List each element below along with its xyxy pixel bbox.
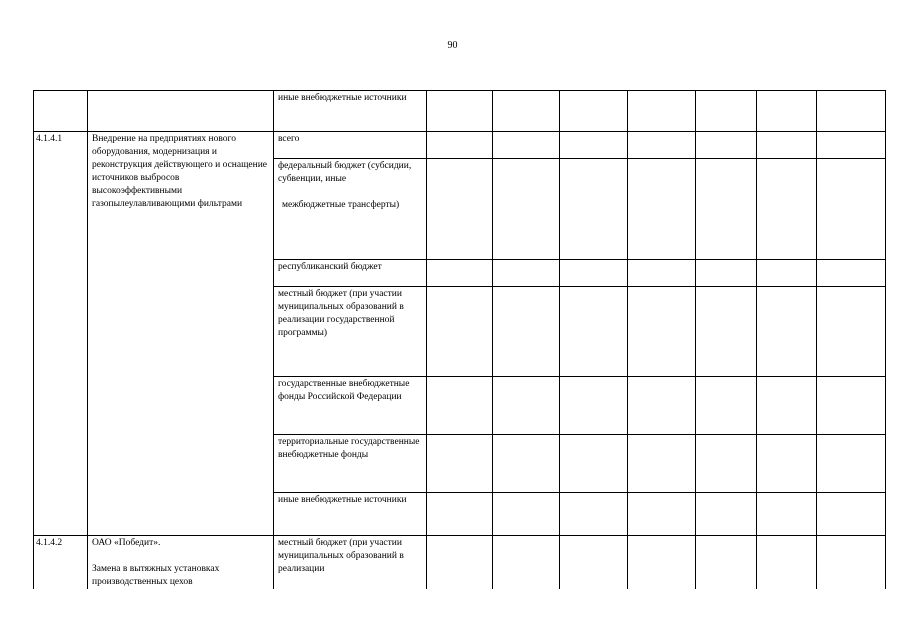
value-cell	[493, 132, 560, 159]
funding-source-cell: всего	[274, 132, 427, 159]
value-cell	[493, 91, 560, 132]
value-cell	[628, 377, 696, 435]
value-cell	[696, 435, 757, 493]
value-cell	[696, 91, 757, 132]
value-cell	[427, 260, 493, 287]
value-cell	[560, 260, 628, 287]
value-cell	[817, 287, 886, 377]
value-cell	[628, 287, 696, 377]
value-cell	[427, 435, 493, 493]
event-title-text: ОАО «Победит».	[92, 538, 161, 548]
page-number: 90	[447, 40, 458, 51]
value-cell	[628, 536, 696, 590]
value-cell	[757, 91, 817, 132]
value-cell	[493, 159, 560, 260]
table-row	[34, 536, 886, 590]
funding-source-text: межбюджетные трансферты)	[282, 200, 400, 210]
value-cell	[757, 377, 817, 435]
event-title-text: Замена в вытяжных установках производственных цехов	[92, 564, 220, 587]
value-cell	[628, 435, 696, 493]
value-cell	[757, 536, 817, 590]
row-number-cell: 4.1.4.1	[34, 132, 88, 536]
value-cell	[757, 493, 817, 536]
value-cell	[817, 159, 886, 260]
event-title-cell: Внедрение на предприятиях нового оборудования, модернизация и реконструкция действующего и оснащение источников выбросов высокоэффективными газопылеулавливающими фильтрами	[88, 132, 274, 536]
value-cell	[628, 493, 696, 536]
value-cell	[817, 91, 886, 132]
row-number-cell: 4.1.4.2	[34, 536, 88, 590]
value-cell	[628, 159, 696, 260]
value-cell	[427, 287, 493, 377]
table-row	[34, 91, 886, 132]
budget-table	[33, 90, 886, 589]
value-cell	[757, 287, 817, 377]
value-cell	[493, 260, 560, 287]
value-cell	[493, 435, 560, 493]
value-cell	[696, 159, 757, 260]
value-cell	[696, 493, 757, 536]
value-cell	[560, 536, 628, 590]
value-cell	[493, 536, 560, 590]
value-cell	[427, 132, 493, 159]
value-cell	[628, 91, 696, 132]
value-cell	[560, 287, 628, 377]
value-cell	[493, 287, 560, 377]
value-cell	[493, 377, 560, 435]
row-number-cell	[34, 91, 88, 132]
value-cell	[560, 435, 628, 493]
funding-source-cell: иные внебюджетные источники	[274, 493, 427, 536]
funding-source-cell: государственные внебюджетные фонды Российской Федерации	[274, 377, 427, 435]
value-cell	[560, 493, 628, 536]
funding-source-cell: республиканский бюджет	[274, 260, 427, 287]
value-cell	[757, 132, 817, 159]
value-cell	[628, 132, 696, 159]
value-cell	[427, 536, 493, 590]
value-cell	[696, 536, 757, 590]
value-cell	[817, 260, 886, 287]
funding-source-cell	[274, 159, 427, 260]
funding-source-cell: местный бюджет (при участии муниципальных образований в реализации государственной программы)	[274, 287, 427, 377]
value-cell	[817, 493, 886, 536]
value-cell	[493, 493, 560, 536]
value-cell	[696, 377, 757, 435]
value-cell	[757, 435, 817, 493]
value-cell	[427, 91, 493, 132]
value-cell	[427, 377, 493, 435]
funding-source-text: федеральный бюджет (субсидии, субвенции, иные	[278, 161, 412, 184]
event-title-cell	[88, 536, 274, 590]
value-cell	[696, 287, 757, 377]
value-cell	[560, 159, 628, 260]
event-title-cell	[88, 91, 274, 132]
value-cell	[628, 260, 696, 287]
value-cell	[757, 260, 817, 287]
value-cell	[560, 132, 628, 159]
value-cell	[817, 377, 886, 435]
funding-source-cell: территориальные государственные внебюджетные фонды	[274, 435, 427, 493]
table-row	[34, 132, 886, 159]
value-cell	[817, 536, 886, 590]
value-cell	[427, 159, 493, 260]
funding-source-cell: иные внебюджетные источники	[274, 91, 427, 132]
value-cell	[427, 493, 493, 536]
value-cell	[560, 91, 628, 132]
value-cell	[696, 132, 757, 159]
value-cell	[757, 159, 817, 260]
value-cell	[817, 132, 886, 159]
value-cell	[560, 377, 628, 435]
value-cell	[817, 435, 886, 493]
value-cell	[696, 260, 757, 287]
funding-source-cell: местный бюджет (при участии муниципальных образований в реализации	[274, 536, 427, 590]
